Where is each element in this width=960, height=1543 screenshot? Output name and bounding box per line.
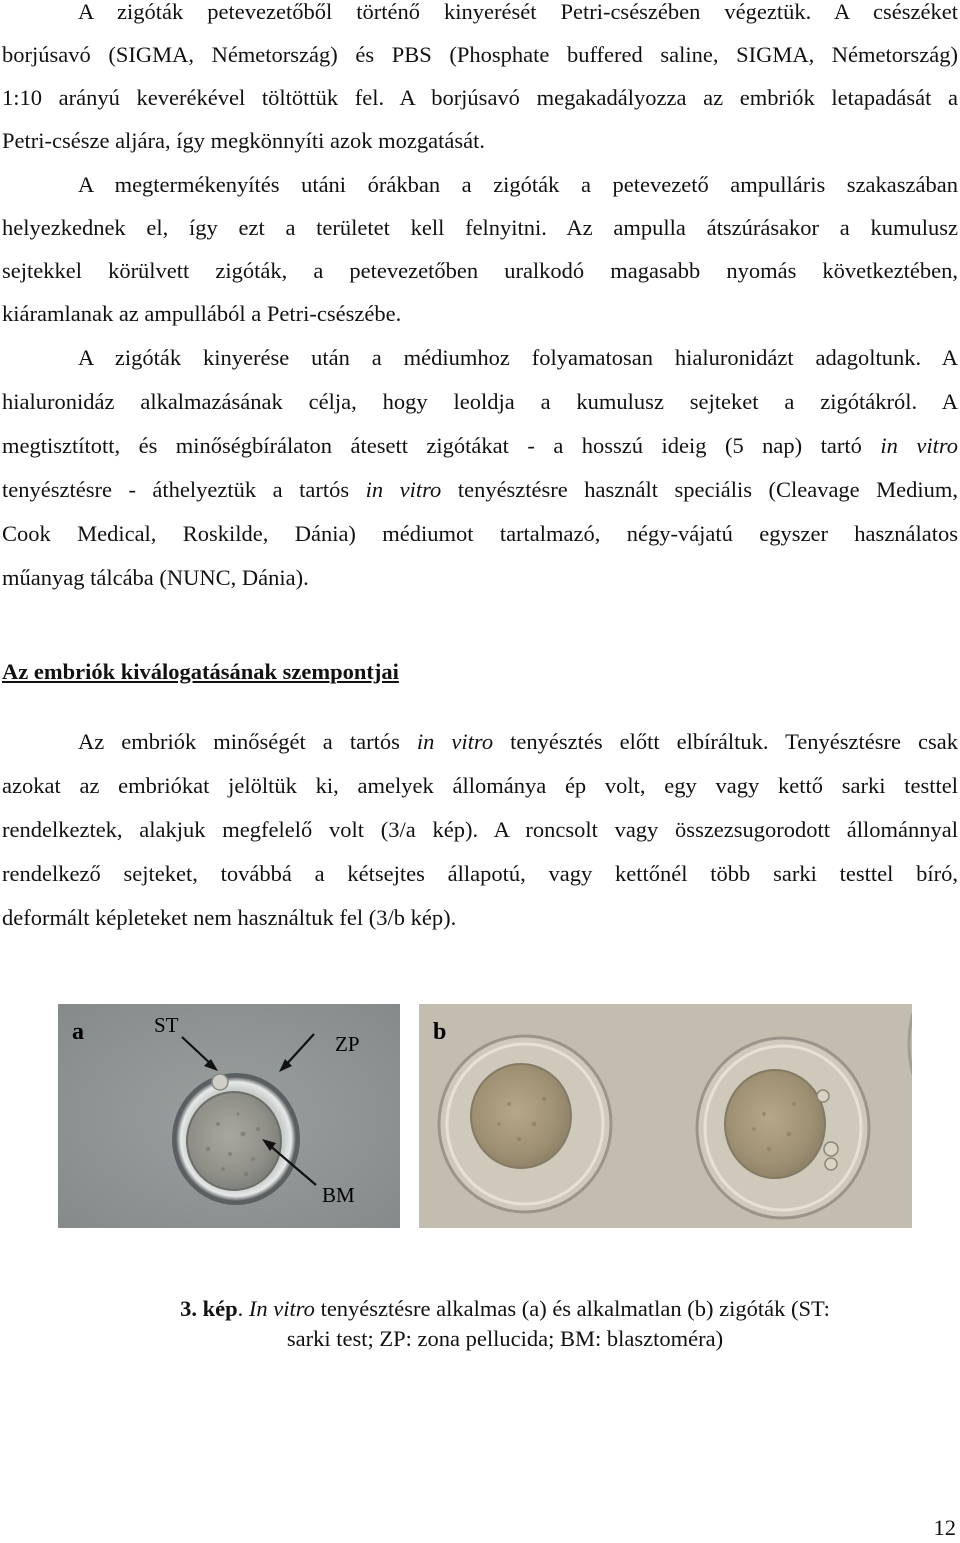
text-line: rendelkeztek, alakjuk megfelelő volt (3/a kép). A roncsolt vagy összezsugorodott állománnyal xyxy=(2,817,958,842)
figure-caption-line-2: sarki test; ZP: zona pellucida; BM: blasztoméra) xyxy=(286,1326,724,1351)
panel-letter-b: b xyxy=(433,1019,447,1045)
text-span: Az embriók minőségét a tartós xyxy=(78,729,400,754)
caption-dot: . xyxy=(237,1296,244,1321)
text-line: helyezkednek el, így ezt a területet kell felnyitni. Az ampulla átszúrásakor a kumulusz xyxy=(2,215,958,240)
micrograph-b xyxy=(419,1004,912,1228)
caption-text: tenyésztésre alkalmas (a) és alkalmatlan (b) zigóták (ST: xyxy=(320,1296,830,1321)
text-line: Cook Medical, Roskilde, Dánia) médiumot tartalmazó, négy-vájatú egyszer használatos xyxy=(2,521,958,546)
page-number: 12 xyxy=(933,1515,956,1540)
micrograph-a xyxy=(58,1004,400,1228)
text-line xyxy=(2,727,958,757)
figure-panel-b xyxy=(419,1004,912,1228)
label-st: ST xyxy=(154,1013,179,1037)
text-line: borjúsavó (SIGMA, Németország) és PBS (Phosphate buffered saline, SIGMA, Németország) xyxy=(2,42,958,67)
text-span: megtisztított, és minőségbírálaton átesett zigótákat - a hosszú ideig (5 nap) tartó xyxy=(2,433,862,458)
text-line: kiáramlanak az ampullából a Petri-csészébe. xyxy=(2,301,402,326)
text-line: sejtekkel körülvett zigóták, a petevezetőben uralkodó magasabb nyomás következtében, xyxy=(2,258,958,283)
blastomere xyxy=(471,1064,571,1168)
panel-letter-a: a xyxy=(72,1019,84,1045)
polar-body xyxy=(824,1142,838,1156)
text-line: azokat az embriókat jelöltük ki, amelyek állománya ép volt, egy vagy kettő sarki testtel xyxy=(2,773,958,798)
text-line: A megtermékenyítés utáni órákban a zigóták a petevezető ampulláris szakaszában xyxy=(78,172,958,197)
italic-term: in vitro xyxy=(416,729,494,754)
text-line: hialuronidáz alkalmazásának célja, hogy leoldja a kumulusz sejteket a zigótákról. A xyxy=(2,389,958,414)
caption-italic: In vitro xyxy=(248,1296,315,1321)
text-line: 1:10 arányú keverékével töltöttük fel. A borjúsavó megakadályozza az embriók letapadását a xyxy=(2,85,958,110)
text-line: A zigóták petevezetőből történő kinyerését Petri-csészében végeztük. A csészéket xyxy=(78,0,958,24)
section-heading: Az embriók kiválogatásának szempontjai xyxy=(2,659,399,684)
label-bm: BM xyxy=(322,1183,355,1207)
text-line: műanyag tálcába (NUNC, Dánia). xyxy=(2,565,309,590)
polar-body xyxy=(825,1158,837,1170)
blastomere xyxy=(725,1070,825,1178)
text-line: deformált képleteket nem használtuk fel (3/b kép). xyxy=(2,905,457,930)
italic-term: in vitro xyxy=(880,433,958,458)
italic-term: in vitro xyxy=(365,477,442,502)
label-zp: ZP xyxy=(335,1032,360,1056)
text-line: rendelkező sejteket, továbbá a kétsejtes állapotú, vagy kettőnél több sarki testtel bíró, xyxy=(2,861,958,886)
polar-body xyxy=(817,1090,829,1102)
text-line: A zigóták kinyerése után a médiumhoz folyamatosan hialuronidázt adagoltunk. A xyxy=(78,345,958,370)
figure-panel-a xyxy=(58,1004,400,1228)
text-line: Petri-csésze aljára, így megkönnyíti azok mozgatását. xyxy=(2,128,485,153)
text-span: tenyésztésre használt speciális (Cleavage Medium, xyxy=(457,477,959,502)
polar-body xyxy=(212,1074,228,1090)
caption-label: 3. kép xyxy=(180,1296,238,1321)
text-line xyxy=(2,475,958,505)
text-line xyxy=(2,431,958,461)
text-span: tenyésztés előtt elbíráltuk. Tenyésztésre csak xyxy=(510,729,959,754)
text-span: tenyésztésre - áthelyeztük a tartós xyxy=(2,477,350,502)
figure-caption-line-1 xyxy=(0,1294,960,1324)
